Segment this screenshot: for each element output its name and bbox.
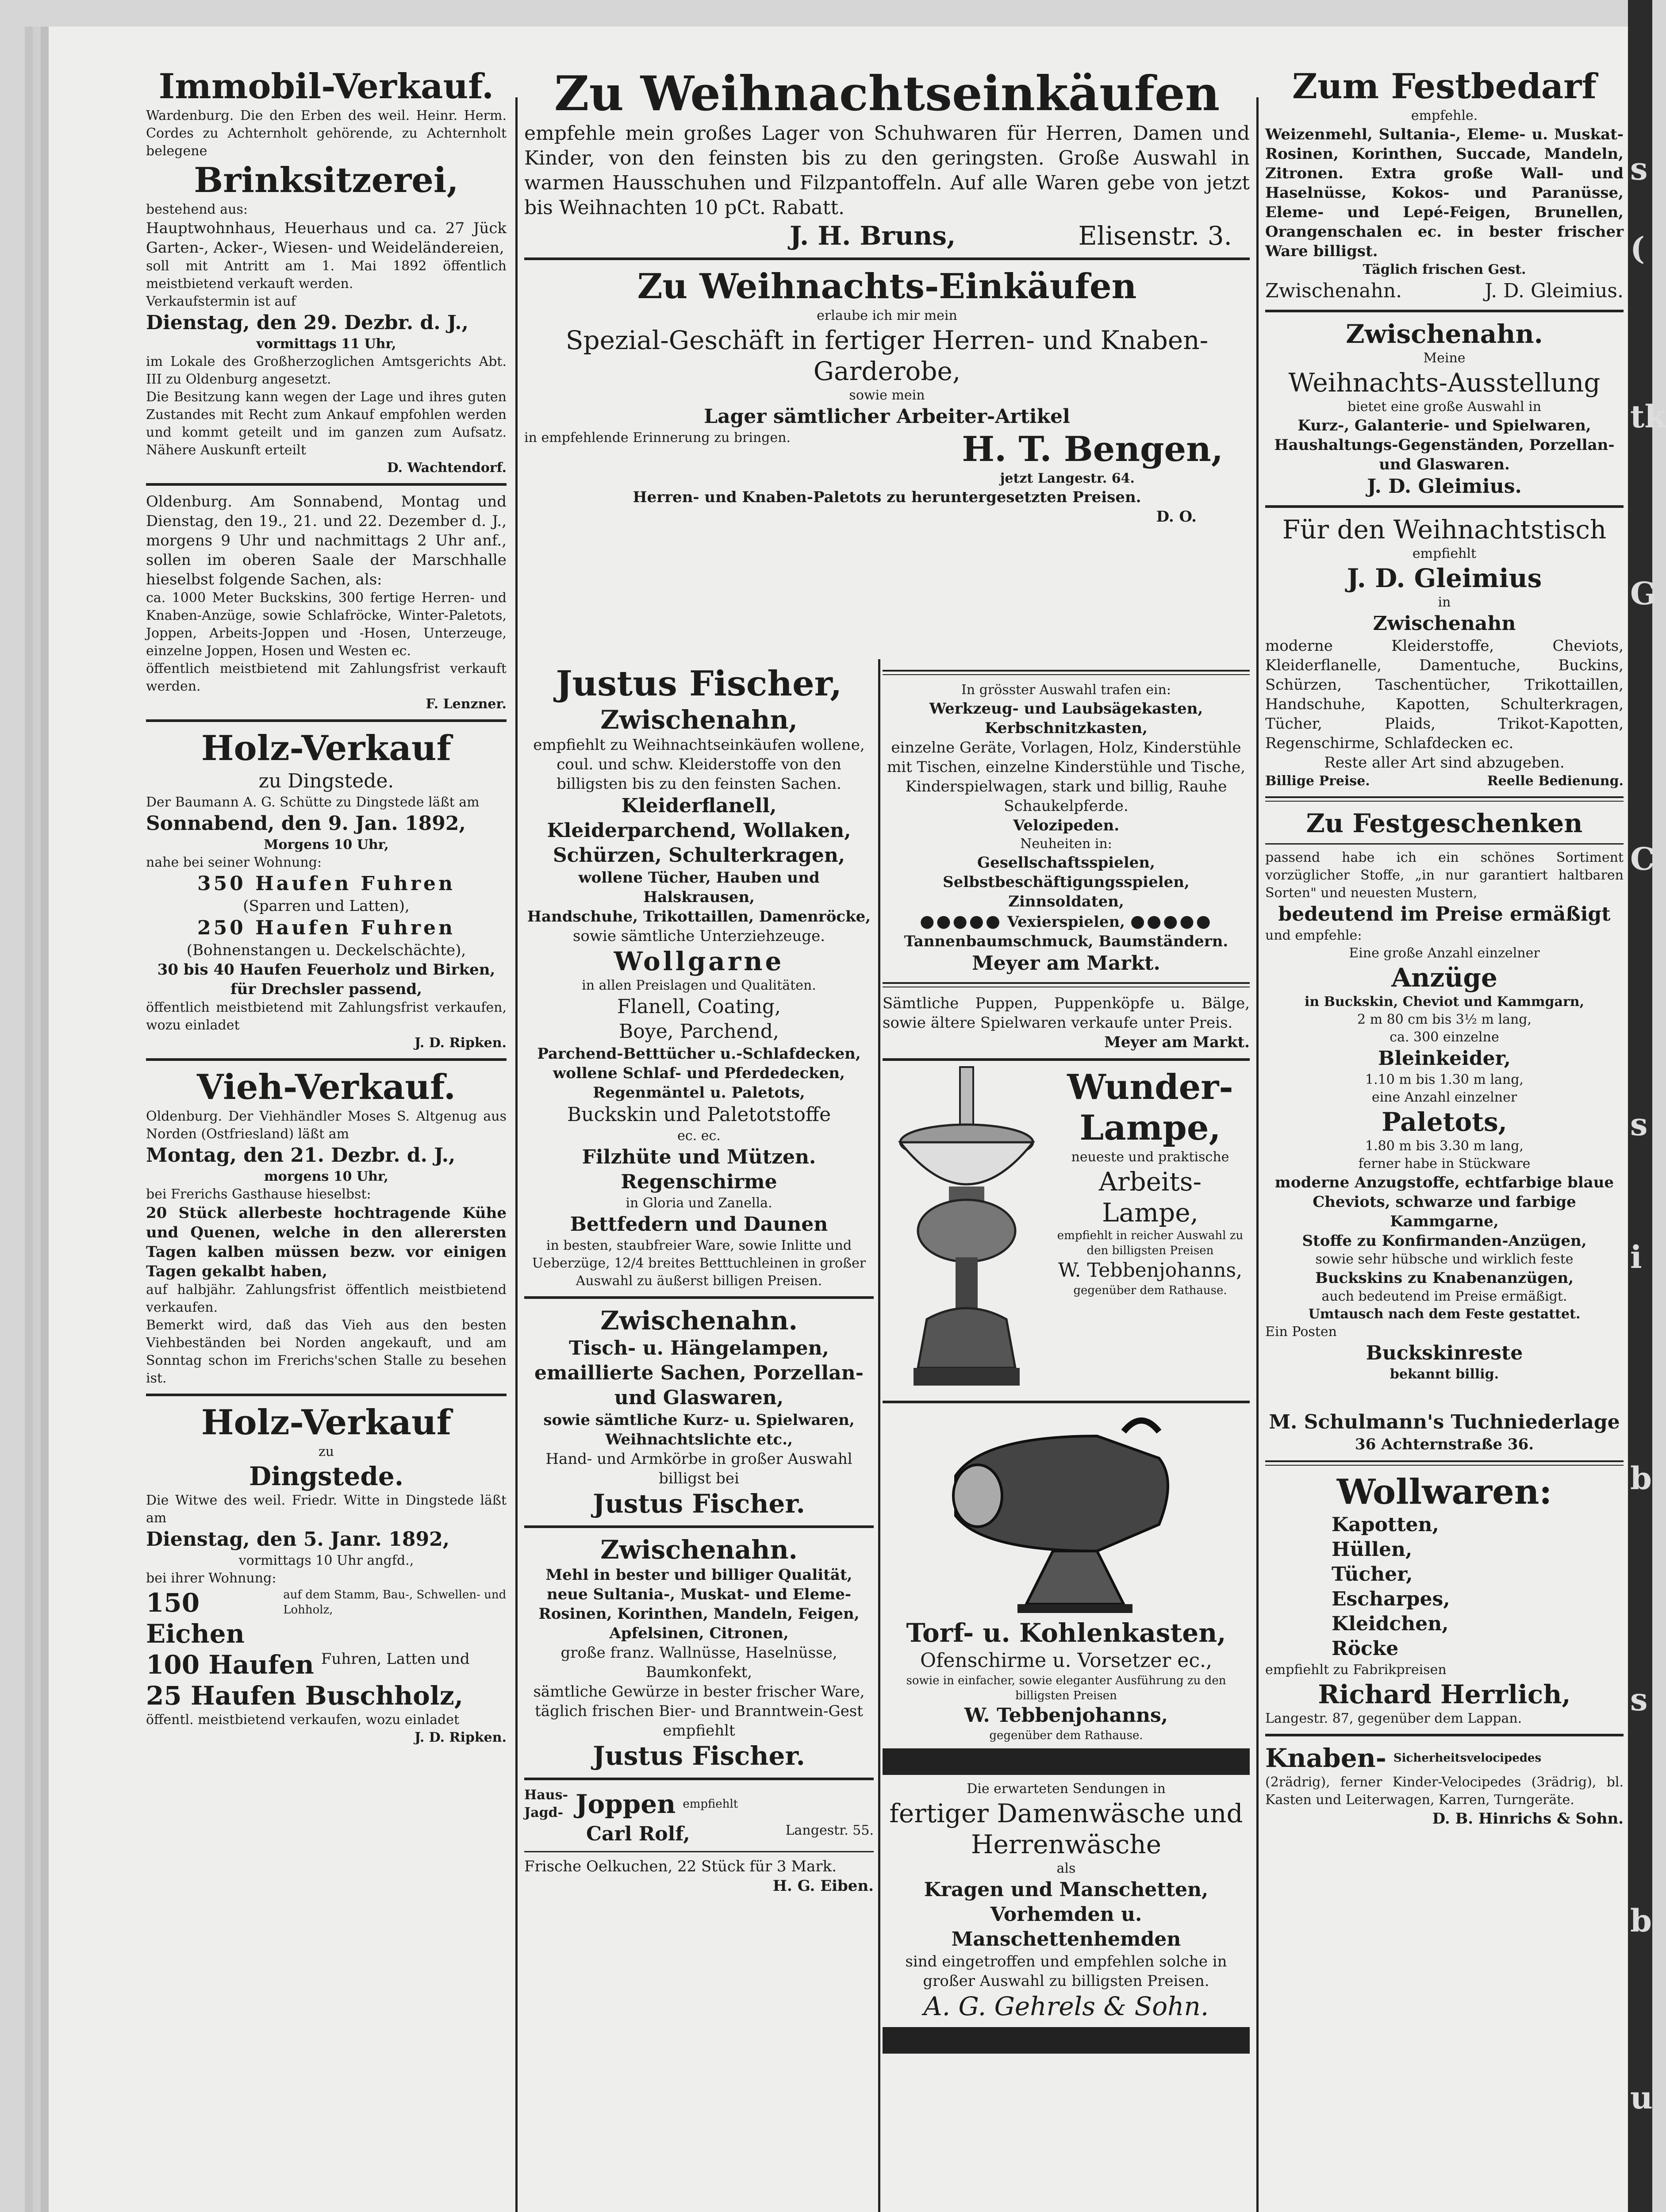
ad-text: Flanell, Coating,	[617, 995, 781, 1018]
ad-address: Langestr. 55.	[785, 1823, 874, 1838]
list-item: Tücher,	[1332, 1563, 1413, 1586]
ad-signature-row	[1265, 279, 1624, 303]
ad-title: Für den Weihnachtstisch	[1282, 515, 1607, 545]
ad-signature: W. Tebbenjohanns,	[964, 1704, 1168, 1727]
ad-signature-row	[524, 1822, 874, 1847]
ad-address: gegenüber dem Rathause.	[989, 1729, 1143, 1742]
ad-time: morgens 10 Uhr,	[264, 1169, 388, 1184]
ad-text: 1.10 m bis 1.30 m lang,	[1365, 1072, 1524, 1087]
ad-text: empfehle.	[1411, 108, 1478, 123]
ad-text: bestehend aus:	[146, 202, 248, 217]
ad-bruns	[524, 66, 1250, 251]
ad-text: in Buckskin, Cheviot und Kammgarn,	[1304, 994, 1585, 1010]
ad-heading: bedeutend im Preise ermäßigt	[1278, 903, 1611, 926]
ornament-icon: ●●●●●	[1130, 911, 1213, 931]
list-item: Hüllen,	[1332, 1538, 1413, 1561]
ad-immobil-verkauf	[146, 66, 507, 477]
ad-place: Dingstede.	[249, 1461, 404, 1491]
ad-text: auch bedeutend im Preise ermäßigt.	[1321, 1289, 1567, 1304]
ad-text: Buckskin und Paletotstoffe	[567, 1103, 831, 1126]
margin-fragment: tk	[1630, 398, 1666, 435]
ad-text: Oldenburg. Am Sonnabend, Montag und Dienstag, den 19., 21. und 22. Dezember d. J., morgens 9 Uhr und nachmittags 2 Uhr anf., sollen im oberen Saale der Marschhalle hieselbst folgende Sachen, als:	[146, 493, 507, 588]
ornament-icon: ●●●●●	[920, 911, 1002, 931]
ad-hinrichs	[1265, 1743, 1624, 1828]
ad-text: ec. ec.	[677, 1128, 721, 1144]
ad-signature: W. Tebbenjohanns,	[1058, 1259, 1243, 1282]
ad-text: bei Frerichs Gasthause hieselbst:	[146, 1187, 371, 1202]
ad-text: empfiehlt	[683, 1797, 738, 1811]
ad-title: Holz-Verkauf	[201, 728, 452, 768]
ad-address: gegenüber dem Rathause.	[1073, 1284, 1227, 1297]
divider	[1265, 796, 1624, 802]
margin-fragment: i	[1630, 1239, 1642, 1275]
ad-title: Zu Weihnachtseinkäufen	[554, 66, 1220, 122]
ad-heading: Anzüge	[1391, 963, 1497, 993]
margin-fragment: C	[1630, 841, 1655, 877]
ad-gleimius-festbedarf	[1265, 66, 1624, 303]
ad-text: in allen Preislagen und Qualitäten.	[582, 978, 816, 993]
ad-text: moderne Kleiderstoffe, Cheviots, Kleiderflanelle, Damentuche, Buckins, Schürzen, Taschentücher, Trikottaillen, Handschuhe, Kapotten, Schulterkragen, Tücher, Plaids, Trikot-Kapotten, Regenschirme, Schlafdecken ec.	[1265, 637, 1624, 752]
column-1	[146, 66, 507, 2212]
ad-text: Oldenburg. Der Viehhändler Moses S. Altgenug aus Norden (Ostfriesland) läßt am	[146, 1109, 507, 1142]
ad-text: Die Besitzung kann wegen der Lage und ihres guten Zustandes mit Recht zum Ankauf empfohlen werden und kommt geteilt und im ganzen zum Aufsatz. Nähere Auskunft erteilt	[146, 389, 507, 458]
ad-text: Die Witwe des weil. Friedr. Witte in Dingstede läßt am	[146, 1493, 507, 1526]
ad-text: Tannenbaumschmuck, Baumständern.	[904, 933, 1228, 950]
ad-date: Dienstag, den 29. Dezbr. d. J.,	[146, 311, 468, 334]
ad-text: Kurz-, Galanterie- und Spielwaren,	[1297, 417, 1591, 434]
ad-text: empfehle mein großes Lager von Schuhwaren für Herren, Damen und Kinder, von den feinsten bis zu den geringsten. Große Auswahl in warmen Hausschuhen und Filzpantoffeln. Auf alle Waren gebe von jetzt bis Weihnachten 10 pCt. Rabatt.	[524, 122, 1250, 219]
ad-text: Billige Preise.	[1265, 773, 1370, 789]
ad-text: empfiehlt zu Weihnachtseinkäufen wollene, coul. und schw. Kleiderstoffe von den billigsten bis zu den feinsten Sachen.	[533, 736, 865, 793]
ad-item: (Bohnenstangen u. Deckelschächte),	[186, 941, 466, 959]
ad-heading: Buckskinreste	[1366, 1342, 1523, 1364]
ad-signature: Justus Fischer.	[593, 1741, 805, 1771]
ad-text: Weizenmehl, Sultania-, Eleme- u. Muskat-Rosinen, Korinthen, Succade, Mandeln, Zitronen. Extra große Wall- und Haselnüsse, Kokos- und Paranüsse, Eleme- und Lepé-Feigen, Brunellen, Orangenschalen ec. in bester frischer Ware billigst.	[1265, 126, 1624, 260]
ad-text: Herren- und Knaben-Paletots zu heruntergesetzten Preisen.	[633, 488, 1141, 506]
item-list	[1265, 1513, 1624, 1661]
ad-text-block	[1051, 1067, 1250, 1394]
ad-date: Dienstag, den 5. Janr. 1892,	[146, 1528, 450, 1551]
ad-text: öffentl. meistbietend verkaufen, wozu einladet	[146, 1712, 460, 1728]
divider	[524, 1778, 874, 1780]
ad-text: In grösster Auswahl trafen ein:	[961, 682, 1171, 698]
ad-address: 36 Achternstraße 36.	[1355, 1436, 1534, 1453]
ad-text: Meine	[1423, 350, 1466, 366]
ad-meyer-spielwaren	[883, 681, 1250, 976]
coal-scuttle-illustration	[929, 1409, 1203, 1617]
ad-text: Boye, Parchend,	[618, 1020, 779, 1043]
ad-address: Elisenstr. 3.	[1078, 221, 1232, 251]
ad-text: wollene Tücher, Hauben und Halskrausen,	[578, 869, 820, 906]
ad-row	[524, 1786, 874, 1822]
ad-text: Umtausch nach dem Feste gestattet.	[1308, 1306, 1581, 1322]
ad-signature: A. G. Gehrels & Sohn.	[923, 1991, 1209, 2021]
ad-item: 25 Haufen Buschholz,	[146, 1681, 464, 1711]
ad-place: Zwischenahn.	[1265, 280, 1402, 302]
ad-title: Immobil-Verkauf.	[158, 66, 494, 107]
ad-signature: J. D. Gleimius.	[1485, 280, 1624, 302]
ad-item-note: Fuhren, Latten und	[321, 1650, 470, 1668]
ad-text: sind eingetroffen und empfehlen solche in großer Auswahl zu billigsten Preisen.	[905, 1953, 1227, 1990]
ad-text: 2 m 80 cm bis 3½ m lang,	[1357, 1012, 1532, 1027]
oil-lamp-illustration	[883, 1067, 1051, 1394]
ad-signature: Meyer am Markt.	[972, 952, 1160, 975]
ad-heading: J. D. Gleimius	[1347, 563, 1542, 593]
ad-item-row	[146, 1587, 507, 1649]
ad-text: moderne Anzugstoffe, echtfarbige blaue Cheviots, schwarze und farbige Kammgarne,	[1274, 1174, 1614, 1230]
ad-signature: M. Schulmann's Tuchniederlage	[1269, 1411, 1620, 1433]
ad-bengen	[524, 266, 1250, 526]
ad-text	[883, 911, 1250, 932]
margin-fragment: b	[1630, 1902, 1652, 1939]
ad-text: passend habe ich ein schönes Sortiment vorzüglicher Stoffe, „in nur garantiert haltbaren Sorten" und neuesten Mustern,	[1265, 850, 1624, 901]
ad-signature: H. T. Bengen,	[962, 429, 1223, 469]
list-item: Röcke	[1332, 1637, 1399, 1660]
ad-text: Vexierspielen,	[1007, 913, 1125, 931]
ad-text: Parchend-Betttücher u.-Schlafdecken, wollene Schlaf- und Pferdedecken, Regenmäntel u. Paletots,	[537, 1045, 861, 1102]
ad-text: Gesellschaftsspielen, Selbstbeschäftigungsspielen, Zinnsoldaten,	[943, 854, 1190, 910]
column-3	[1265, 66, 1624, 2212]
ad-text: Ofenschirme u. Vorsetzer ec.,	[920, 1649, 1212, 1672]
ad-text: empfiehlt in reicher Auswahl zu den billigsten Preisen	[1057, 1229, 1244, 1257]
divider	[524, 1851, 874, 1852]
ad-text: sowie in einfacher, sowie eleganter Ausführung zu den billigsten Preisen	[906, 1674, 1226, 1702]
column-2-right	[883, 664, 1250, 2212]
ad-signature: D. O.	[1156, 508, 1197, 526]
ad-text: Die erwarteten Sendungen in	[967, 1781, 1166, 1797]
ad-text: zu	[318, 1444, 334, 1459]
ad-text: Neuheiten in:	[1020, 836, 1112, 852]
ad-item: 350 Haufen Fuhren	[197, 872, 456, 895]
ad-title: Zu Weihnachts-Einkäufen	[637, 266, 1137, 307]
ad-text: Sämtliche Puppen, Puppenköpfe u. Bälge, sowie ältere Spielwaren verkaufe unter Preis.	[883, 995, 1250, 1032]
ad-text: Verkaufstermin ist auf	[146, 294, 296, 309]
ad-time: vormittags 10 Uhr angfd.,	[238, 1553, 414, 1568]
ad-footer-row	[1265, 772, 1624, 790]
ad-title: Justus Fischer,	[556, 664, 842, 704]
ad-item: (Sparren und Latten),	[243, 897, 410, 915]
margin-fragment: s	[1630, 1681, 1648, 1718]
ad-heading: Kragen und Manschetten, Vorhemden u. Manschettenhemden	[924, 1878, 1209, 1951]
ad-text: ca. 300 einzelne	[1390, 1029, 1499, 1045]
ad-text: Hand- und Armkörbe in großer Auswahl billigst bei	[545, 1450, 852, 1487]
ad-signature: J. D. Gleimius.	[1367, 475, 1522, 498]
ad-signature: D. Wachtendorf.	[387, 460, 507, 476]
ad-text: Sicherheitsvelocipedes	[1393, 1751, 1542, 1765]
ad-text: (2rädrig), ferner Kinder-Velocipedes (3rädrig), bl. Kasten und Leiterwagen, Karren, Turngeräte.	[1265, 1774, 1624, 1808]
ad-title: Torf- u. Kohlenkasten,	[906, 1618, 1226, 1648]
ad-text: in besten, staubfreier Ware, sowie Inlitte und Ueberzüge, 12/4 breites Betttuchleinen in großer Auswahl zu äußerst billigen Preisen.	[532, 1238, 866, 1289]
ad-heading: Joppen	[576, 1789, 676, 1819]
ad-text: als	[1056, 1861, 1076, 1876]
list-item: Kapotten,	[1332, 1513, 1439, 1536]
ad-place: Zwischenahn.	[600, 1535, 798, 1565]
ad-heading: Arbeits-Lampe,	[1098, 1167, 1202, 1228]
ad-text: Mehl in bester und billiger Qualität, neue Sultania-, Muskat- und Eleme-Rosinen, Korinthen, Mandeln, Feigen, Apfelsinen, Citronen,	[538, 1566, 860, 1642]
ad-text: bekannt billig.	[1390, 1367, 1499, 1382]
ad-text: Werkzeug- und Laubsägekasten, Kerbschnitzkasten,	[929, 700, 1203, 737]
ad-text: Reelle Bedienung.	[1487, 773, 1624, 789]
ad-item: 30 bis 40 Haufen Feuerholz und Birken, für Drechsler passend,	[157, 961, 495, 998]
divider	[883, 1058, 1250, 1061]
ad-heading: Paletots,	[1382, 1107, 1507, 1137]
margin-fragment: s	[1630, 1106, 1648, 1143]
ad-fischer-lebensmittel	[524, 1534, 874, 1771]
ad-text: auf halbjähr. Zahlungsfrist öffentlich meistbietend verkaufen.	[146, 1282, 507, 1315]
ad-text: Frische Oelkuchen, 22 Stück für 3 Mark.	[524, 1858, 837, 1875]
divider	[1265, 1734, 1624, 1736]
ad-text: Bemerkt wird, daß das Vieh aus den besten Viehbeständen bei Norden angekauft, und am Sonntag schon im Frerichs'schen Stalle zu besehen ist.	[146, 1317, 507, 1386]
ad-place: Zwischenahn.	[1346, 319, 1543, 349]
ad-title: Zum Festbedarf	[1292, 66, 1597, 107]
ad-text: Ein Posten	[1265, 1324, 1337, 1340]
ad-title: Wollwaren:	[1336, 1472, 1552, 1512]
ad-text: sowie sehr hübsche und wirklich feste	[1315, 1252, 1574, 1267]
ad-heading: Brinksitzerei,	[194, 160, 459, 200]
ad-schulmann	[1265, 808, 1624, 1454]
ad-text: öffentlich meistbietend mit Zahlungsfrist verkauft werden.	[146, 661, 507, 694]
ad-address: Langestr. 87, gegenüber dem Lappan.	[1265, 1711, 1522, 1726]
ad-title: Zu Festgeschenken	[1306, 808, 1583, 838]
ad-text: Hauptwohnhaus, Heuerhaus und ca. 27 Jück Garten-, Acker-, Wiesen- und Weideländereien,	[146, 219, 507, 257]
divider	[883, 1401, 1250, 1403]
ad-place: Zwischenahn	[1373, 612, 1516, 635]
ad-item-note: auf dem Stamm, Bau-, Schwellen- und Lohholz,	[283, 1588, 507, 1617]
ad-text: eine Anzahl einzelner	[1371, 1090, 1517, 1105]
ad-text: Haus- Jagd-	[524, 1787, 568, 1820]
ad-place: Zwischenahn.	[600, 1306, 798, 1336]
ad-signature: Meyer am Markt.	[1104, 1033, 1250, 1051]
divider	[524, 1525, 874, 1528]
divider	[524, 1296, 874, 1299]
divider	[1265, 505, 1624, 508]
ad-signature: J. D. Ripken.	[414, 1730, 507, 1745]
column-rule	[1256, 97, 1259, 2212]
ad-signature: J. H. Bruns,	[790, 221, 956, 251]
ad-text: 1.80 m bis 3.30 m lang,	[1365, 1138, 1524, 1154]
ad-text: empfiehlt zu Fabrikpreisen	[1265, 1662, 1447, 1678]
margin-fragment: G	[1630, 575, 1657, 612]
ad-heading: Weihnachts-Ausstellung	[1288, 368, 1601, 398]
ad-text: und empfehle:	[1265, 928, 1362, 943]
ad-address: jetzt Langestr. 64.	[1000, 471, 1135, 486]
ad-text: Buckskins zu Knabenanzügen,	[1315, 1269, 1574, 1287]
ad-heading: Spezial-Geschäft in fertiger Herren- und Knaben-Garderobe,	[565, 325, 1209, 386]
ad-text: sowie sämtliche Kurz- u. Spielwaren, Weihnachtslichte etc.,	[543, 1411, 855, 1448]
ad-heading: Regenschirme	[621, 1171, 777, 1193]
ad-meyer-puppen	[883, 994, 1250, 1052]
ad-text: ferner habe in Stückware	[1358, 1156, 1531, 1171]
ad-heading: Wollgarne	[614, 946, 784, 976]
ad-text: empfiehlt	[1412, 546, 1477, 561]
ad-text: Eine große Anzahl einzelner	[1349, 945, 1540, 961]
ad-text: sowie mein	[849, 388, 925, 403]
ad-text: große franz. Wallnüsse, Haselnüsse, Baumkonfekt,	[560, 1644, 837, 1681]
ad-heading: Velozipeden.	[1013, 817, 1120, 834]
ad-text: bietet eine große Auswahl in	[1347, 399, 1542, 415]
ad-title-row	[1265, 1743, 1624, 1774]
ad-date: Montag, den 21. Dezbr. d. J.,	[146, 1144, 456, 1167]
ad-text: erlaube ich mir mein	[817, 308, 957, 323]
ad-item-row	[146, 1649, 507, 1680]
divider	[146, 1394, 507, 1396]
ad-time: Morgens 10 Uhr,	[264, 837, 389, 853]
column-rule	[878, 659, 880, 2212]
ad-title: Vieh-Verkauf.	[196, 1067, 456, 1107]
ad-text: im Lokale des Großherzoglichen Amtsgerichts Abt. III zu Oldenburg angesetzt.	[146, 354, 507, 387]
ad-text: einzelne Geräte, Vorlagen, Holz, Kinderstühle mit Tischen, einzelne Kinderstühle und Tische, Kinderspielwagen, stark und billig, Rauhe Schaukelpferde.	[887, 739, 1246, 815]
ad-time: vormittags 11 Uhr,	[256, 336, 396, 352]
ad-text: Der Baumann A. G. Schütte zu Dingstede läßt am	[146, 795, 480, 810]
ad-herrlich	[1265, 1472, 1624, 1728]
ad-place: Zwischenahn,	[600, 705, 798, 735]
ad-text: nahe bei seiner Wohnung:	[146, 855, 322, 870]
ad-text: Handschuhe, Trikottaillen, Damenröcke,	[527, 908, 871, 926]
ad-wunder-lampe	[883, 1067, 1250, 1394]
divider	[146, 483, 507, 486]
ad-item: 150 Eichen	[146, 1588, 245, 1649]
column-2-top	[524, 66, 1250, 659]
ad-item: 250 Haufen Fuhren	[197, 917, 456, 939]
ad-text: Täglich frischen Gest.	[1363, 262, 1526, 277]
ad-text: sämtliche Gewürze in bester frischer Ware, täglich frischen Bier- und Branntwein-Gest empfiehlt	[533, 1683, 865, 1740]
ad-oldenburg-auction	[146, 492, 507, 713]
ad-signature: F. Lenzner.	[426, 696, 507, 712]
ad-text: Reste aller Art sind abzugeben.	[1324, 754, 1565, 772]
divider	[1265, 310, 1624, 312]
ad-signature-row	[524, 220, 1250, 251]
ad-vieh-verkauf	[146, 1067, 507, 1387]
ad-gehrels	[883, 1780, 1250, 2022]
ad-date: Sonnabend, den 9. Jan. 1892,	[146, 812, 466, 835]
ad-text: Kleiderflanell, Kleiderparchend, Wollaken, Schürzen, Schulterkragen,	[547, 795, 851, 867]
ad-eiben	[524, 1857, 874, 1896]
ad-text: in Gloria und Zanella.	[626, 1195, 772, 1211]
ad-item: 100 Haufen	[146, 1650, 314, 1680]
divider	[146, 1058, 507, 1061]
ad-text: Wardenburg. Die den Erben des weil. Heinr. Herm. Cordes zu Achternholt gehörende, zu Achternholt belegene	[146, 108, 507, 159]
ad-title: Holz-Verkauf	[201, 1402, 452, 1443]
ad-signature: Carl Rolf,	[586, 1823, 690, 1845]
ad-signature-row	[524, 429, 1250, 470]
divider	[1265, 1460, 1624, 1466]
divider	[883, 670, 1250, 675]
ad-text: Tisch- u. Hängelampen, emaillierte Sachen, Porzellan- und Glaswaren,	[534, 1337, 864, 1409]
ad-text: ca. 1000 Meter Buckskins, 300 fertige Herren- und Knaben-Anzüge, sowie Schlafröcke, Winter-Paletots, Joppen, Arbeits-Joppen und -Hosen, Unterzeuge, einzelne Joppen, Hosen und Westen ec.	[146, 590, 507, 659]
ad-signature: D. B. Hinrichs & Sohn.	[1432, 1810, 1624, 1828]
ad-text: in empfehlende Erinnerung zu bringen.	[524, 430, 791, 445]
ad-text: öffentlich meistbietend mit Zahlungsfrist verkaufen, wozu einladet	[146, 1000, 507, 1033]
ad-title: Knaben-	[1265, 1743, 1386, 1773]
ad-signature: Richard Herrlich,	[1318, 1679, 1571, 1709]
ad-signature: J. D. Ripken.	[414, 1035, 507, 1051]
divider	[146, 719, 507, 722]
column-2-left	[524, 664, 874, 2212]
column-rule	[515, 97, 518, 2212]
list-item: Escharpes,	[1332, 1588, 1450, 1610]
ad-heading: Filzhüte und Mützen.	[582, 1146, 816, 1168]
divider	[1265, 843, 1624, 845]
list-item: Kleidchen,	[1332, 1613, 1449, 1635]
ad-gleimius-ausstellung	[1265, 319, 1624, 499]
ad-text: Haushaltungs-Gegenständen, Porzellan- und Glaswaren.	[1274, 436, 1615, 473]
ad-fischer-lampen	[524, 1305, 874, 1519]
ad-text: neueste und praktische	[1071, 1149, 1229, 1165]
ad-gleimius-weihnachtstisch	[1265, 514, 1624, 790]
ad-heading: Lager sämtlicher Arbeiter-Artikel	[704, 405, 1070, 428]
ad-signature: Justus Fischer.	[593, 1489, 805, 1519]
ad-text: Stoffe zu Konfirmanden-Anzügen,	[1302, 1232, 1587, 1250]
margin-fragment: (	[1630, 230, 1645, 267]
black-rule	[883, 2027, 1250, 2054]
margin-fragment: u	[1630, 2079, 1653, 2116]
ad-title: Wunder-Lampe,	[1067, 1067, 1233, 1148]
ad-rolf	[524, 1786, 874, 1847]
margin-fragment: s	[1630, 150, 1648, 187]
ad-heading: Bettfedern und Daunen	[570, 1213, 828, 1236]
ad-heading: fertiger Damenwäsche und Herrenwäsche	[889, 1798, 1243, 1859]
ad-text: 20 Stück allerbeste hochtragende Kühe und Quenen, welche in den allerersten Tagen kalben müssen bezw. vor einigen Tagen gekalbt haben,	[146, 1204, 507, 1280]
ad-text: sowie sämtliche Unterziehzeuge.	[572, 927, 825, 945]
ad-signature: H. G. Eiben.	[772, 1877, 874, 1895]
ad-fischer-stoffe	[524, 664, 874, 1290]
ad-text: in	[1438, 595, 1451, 610]
ad-kohlenkasten	[883, 1409, 1250, 1743]
divider	[524, 257, 1250, 260]
divider	[883, 982, 1250, 987]
black-rule	[883, 1748, 1250, 1775]
ad-heading: Bleinkeider,	[1378, 1047, 1511, 1070]
ad-text: bei ihrer Wohnung:	[146, 1571, 276, 1586]
ad-holz-verkauf-schuette	[146, 728, 507, 1052]
ad-place: zu Dingstede.	[258, 770, 394, 792]
ad-holz-verkauf-witte	[146, 1402, 507, 1747]
adjacent-page-edge	[1628, 0, 1666, 2212]
ad-text: soll mit Antritt am 1. Mai 1892 öffentlich meistbietend verkauft werden.	[146, 258, 507, 292]
margin-fragment: b	[1630, 1460, 1652, 1497]
